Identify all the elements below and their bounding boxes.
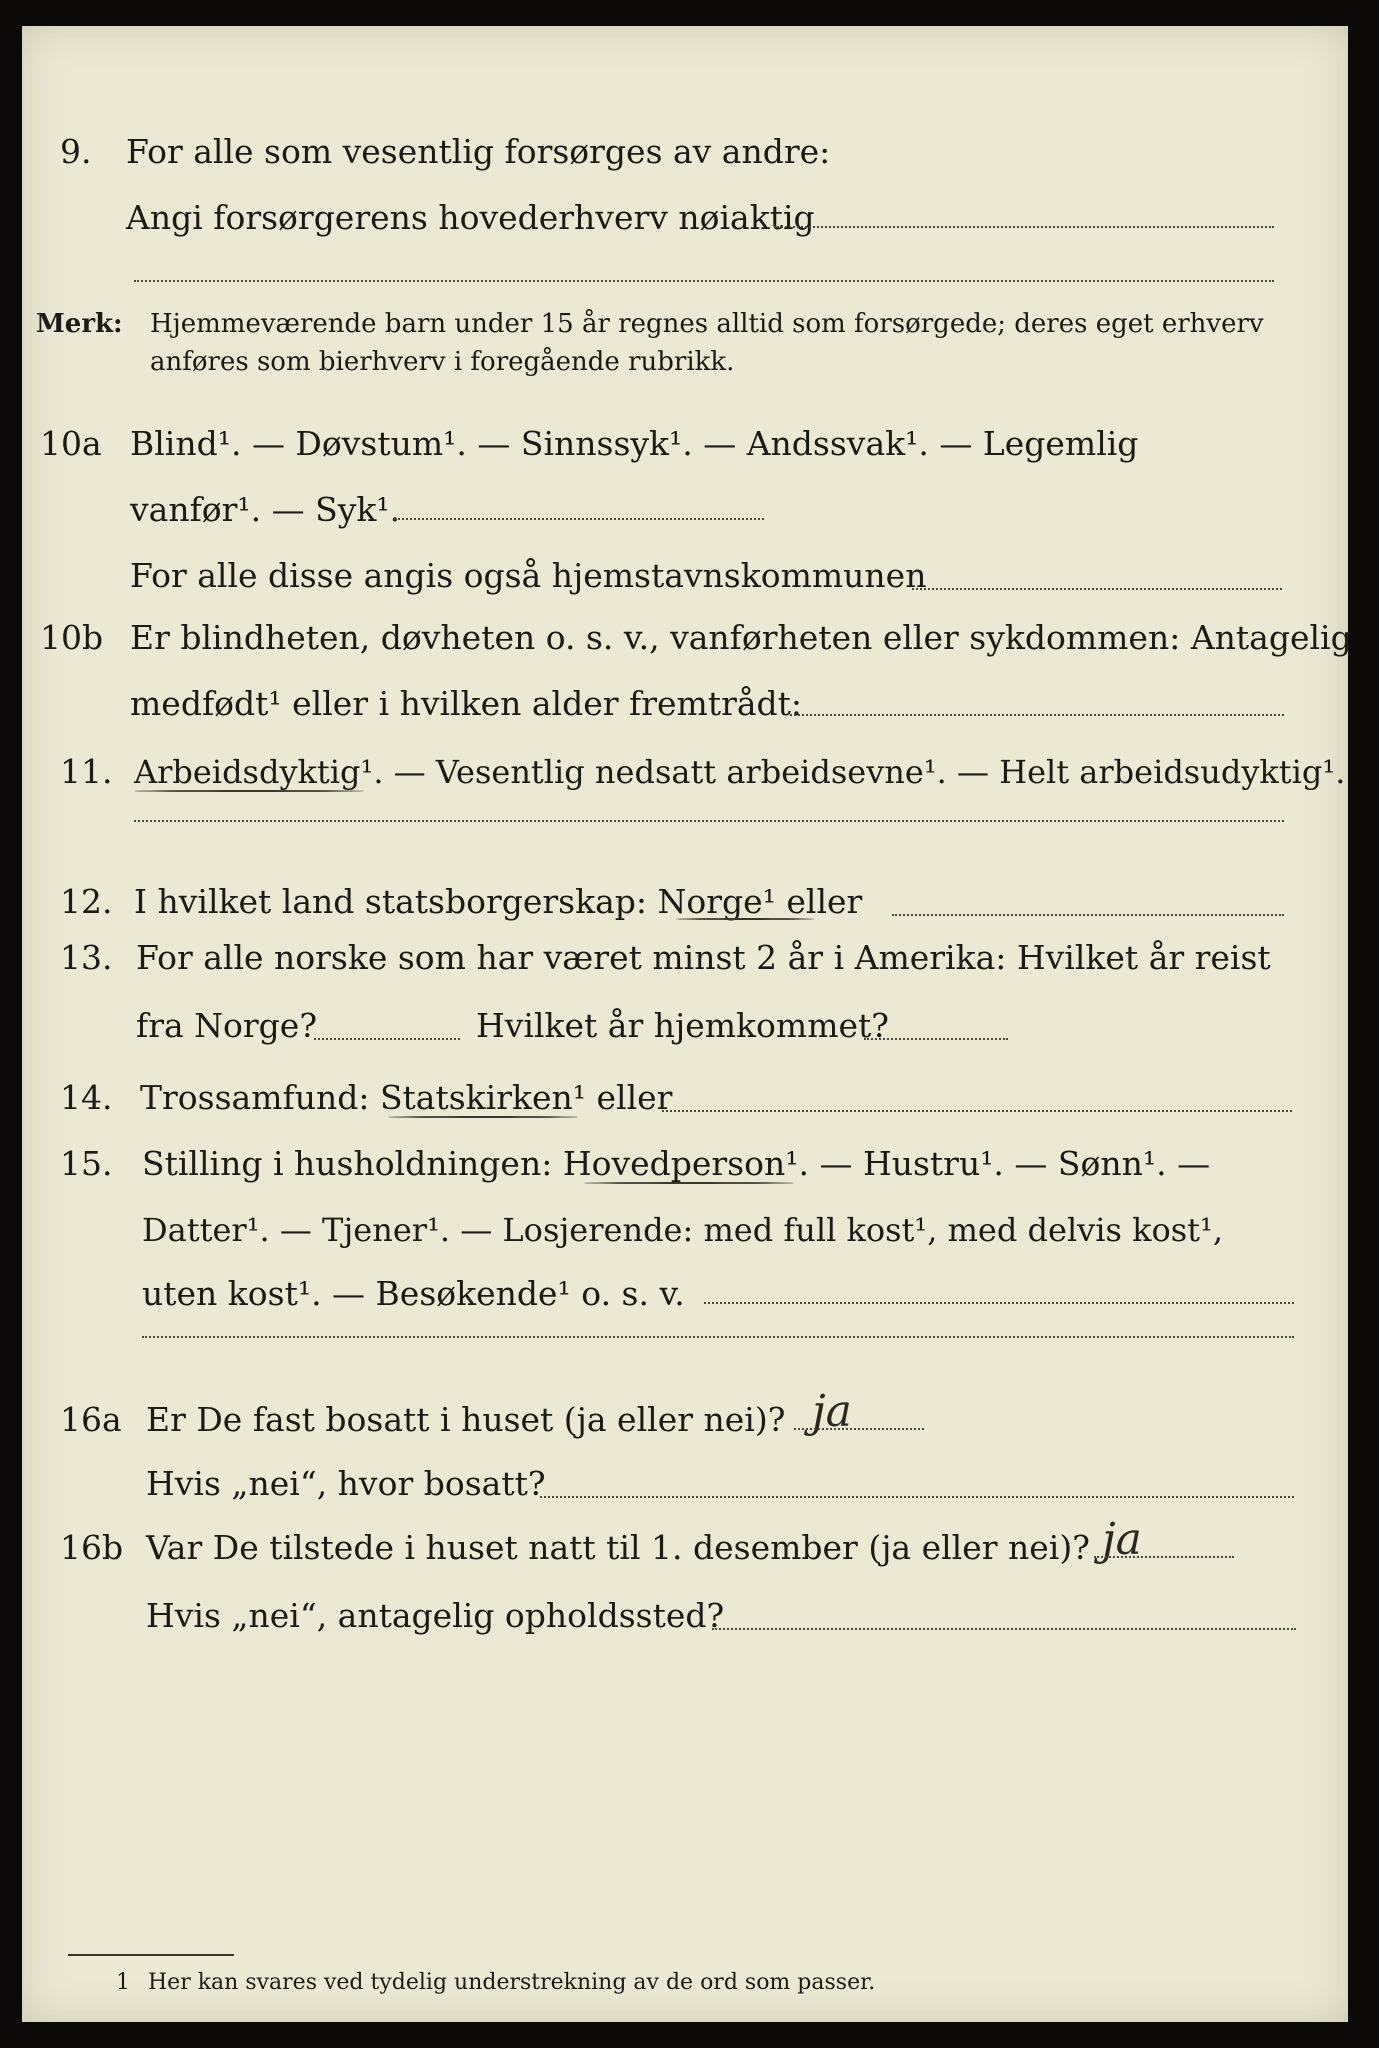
question-15-line2	[22, 1202, 1348, 1258]
handwritten-answer[interactable]: ja	[1102, 1514, 1142, 1565]
footnote-mark: 1	[116, 1970, 130, 1995]
answer-line[interactable]	[540, 1496, 1294, 1498]
question-10a-line2	[22, 482, 1348, 538]
question-13-line2	[22, 998, 1348, 1054]
question-text: For alle som vesentlig forsørges av andre:	[126, 132, 831, 171]
question-number: 9.	[60, 132, 92, 171]
answer-line[interactable]	[314, 1038, 460, 1040]
question-9	[22, 124, 1348, 180]
question-text: Hvis „nei“, antagelig opholdssted?	[146, 1596, 725, 1635]
answer-line[interactable]	[774, 226, 1274, 228]
note-label: Merk:	[36, 309, 123, 339]
question-text: medfødt¹ eller i hvilken alder fremtrådt:	[130, 684, 803, 723]
question-text: Var De tilstede i huset natt til 1. desember (ja eller nei)?	[146, 1528, 1090, 1567]
answer-underline	[676, 918, 814, 920]
answer-line[interactable]	[790, 714, 1284, 716]
question-number: 13.	[60, 938, 113, 977]
question-number: 12.	[60, 882, 113, 921]
answer-line[interactable]	[662, 1110, 1292, 1112]
question-number: 10a	[40, 424, 102, 463]
question-10a	[22, 416, 1348, 472]
question-16b-line2	[22, 1588, 1348, 1644]
answer-line[interactable]	[892, 914, 1284, 916]
question-text: Stilling i husholdningen: Hovedperson¹. — Hustru¹. — Sønn¹. —	[142, 1144, 1211, 1183]
answer-line[interactable]	[794, 1428, 924, 1430]
answer-underline	[584, 1182, 794, 1184]
answer-line[interactable]	[142, 1336, 1294, 1338]
question-number: 16a	[60, 1400, 122, 1439]
question-number: 10b	[40, 618, 104, 657]
question-number: 14.	[60, 1078, 113, 1117]
question-text: Hvis „nei“, hvor bosatt?	[146, 1464, 546, 1503]
question-text: vanfør¹. — Syk¹.	[130, 490, 401, 529]
question-10a-line3	[22, 548, 1348, 604]
footnote-rule	[68, 1954, 234, 1956]
answer-line[interactable]	[864, 1038, 1008, 1040]
question-15-line3	[22, 1266, 1348, 1322]
question-text: Arbeidsdyktig¹. — Vesentlig nedsatt arbeidsevne¹. — Helt arbeidsudyktig¹.	[134, 753, 1346, 791]
question-12	[22, 874, 1348, 930]
note-text: Hjemmeværende barn under 15 år regnes alltid som forsørgede; deres eget erhverv	[150, 309, 1264, 339]
answer-underline	[388, 1116, 578, 1118]
answer-line[interactable]	[134, 820, 1284, 822]
question-number: 15.	[60, 1144, 113, 1183]
handwritten-answer[interactable]: ja	[812, 1386, 852, 1437]
question-text: Hvilket år hjemkommet?	[476, 1006, 889, 1045]
answer-underline	[134, 790, 364, 792]
footnote-text: Her kan svares ved tydelig understrekning av de ord som passer.	[148, 1970, 876, 1995]
question-text: fra Norge?	[136, 1006, 318, 1045]
question-text: Er De fast bosatt i huset (ja eller nei)?	[146, 1400, 786, 1439]
answer-line[interactable]	[394, 518, 764, 520]
answer-line[interactable]	[912, 588, 1282, 590]
question-text: For alle disse angis også hjemstavnskommunen	[130, 556, 927, 595]
question-14	[22, 1070, 1348, 1126]
question-16a-line2	[22, 1456, 1348, 1512]
question-9-line2	[22, 190, 1348, 246]
question-text: Er blindheten, døvheten o. s. v., vanførheten eller sykdommen: Antagelig	[130, 618, 1352, 657]
question-text: I hvilket land statsborgerskap: Norge¹ eller	[134, 882, 863, 921]
answer-line[interactable]	[134, 280, 1274, 282]
answer-line[interactable]	[712, 1628, 1296, 1630]
question-number: 11.	[60, 752, 113, 791]
question-10b-line2	[22, 676, 1348, 732]
census-form-page	[22, 26, 1352, 2022]
question-number: 16b	[60, 1528, 124, 1567]
question-text: Datter¹. — Tjener¹. — Losjerende: med full kost¹, med delvis kost¹,	[142, 1211, 1224, 1249]
question-text: uten kost¹. — Besøkende¹ o. s. v.	[142, 1274, 685, 1313]
question-10b	[22, 610, 1352, 666]
answer-line[interactable]	[704, 1302, 1294, 1304]
question-text: Blind¹. — Døvstum¹. — Sinnssyk¹. — Andssvak¹. — Legemlig	[130, 424, 1139, 463]
question-16b	[22, 1514, 1348, 1576]
question-13	[22, 930, 1348, 986]
note-text: anføres som bierhverv i foregående rubrikk.	[150, 347, 735, 377]
question-16a	[22, 1386, 1348, 1448]
answer-line[interactable]	[1094, 1556, 1234, 1558]
question-text: Trossamfund: Statskirken¹ eller	[140, 1078, 673, 1117]
question-text: For alle norske som har været minst 2 år i Amerika: Hvilket år reist	[136, 938, 1271, 977]
question-text: Angi forsørgerens hovederhverv nøiaktig	[126, 198, 815, 237]
